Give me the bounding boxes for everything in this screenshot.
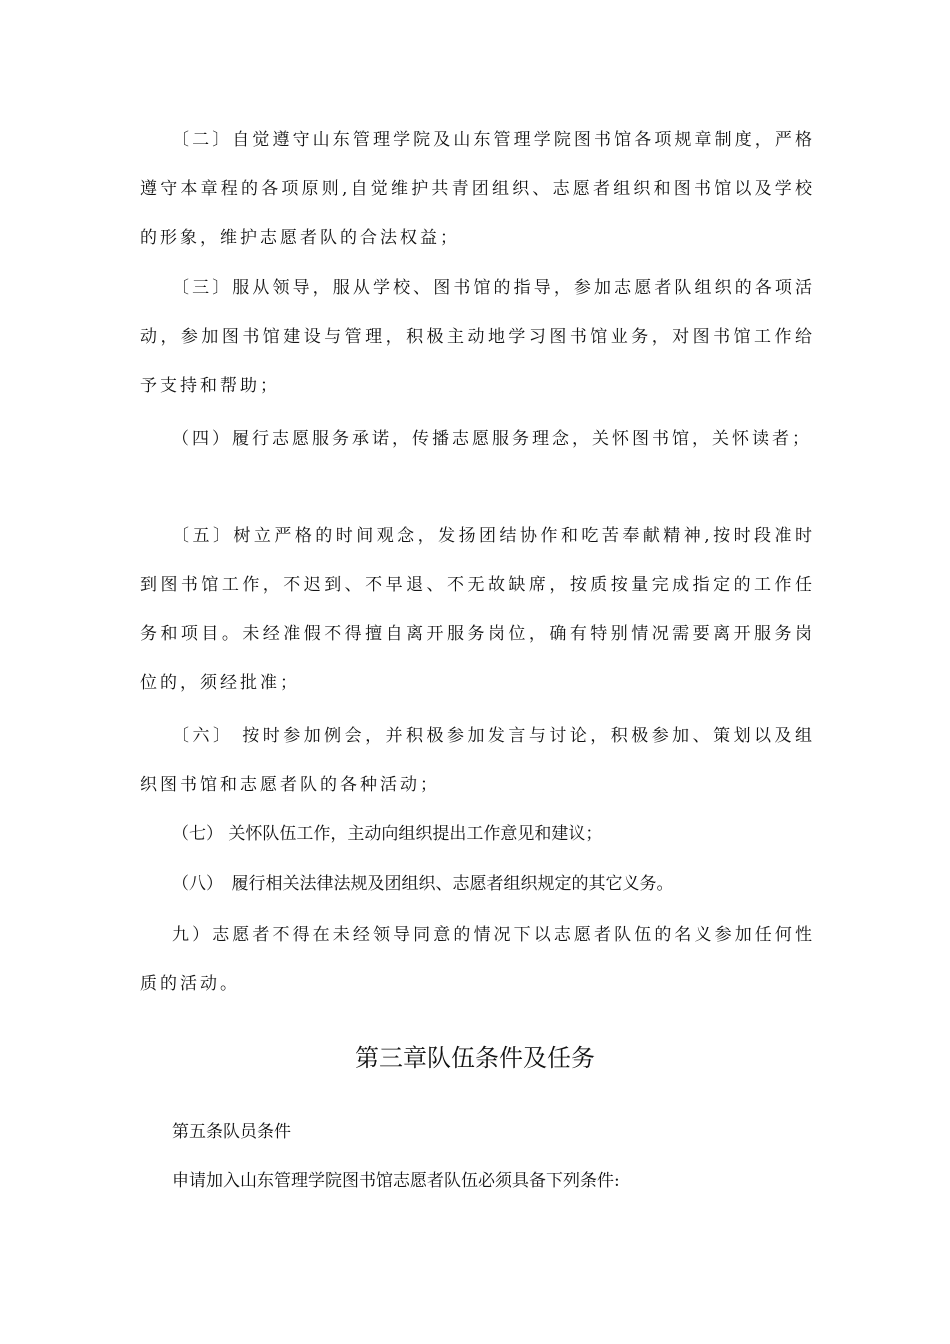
paragraph-7: （七） 关怀队伍工作，主动向组织提出工作意见和建议； xyxy=(172,824,603,844)
paragraph-4: （四）履行志愿服务承诺，传播志愿服务理念，关怀图书馆，关怀读者； xyxy=(172,429,812,449)
article-title: 第五条队员条件 xyxy=(172,1122,291,1142)
paragraph-9: 九）志愿者不得在未经领导同意的情况下以志愿者队伍的名义参加任何性质的活动。 xyxy=(140,925,815,994)
paragraph-6: 〔六〕 按时参加例会，并积极参加发言与讨论，积极参加、策划以及组织图书馆和志愿者队的各种活动； xyxy=(140,726,815,795)
article-intro: 申请加入山东管理学院图书馆志愿者队伍必须具备下列条件: xyxy=(172,1171,620,1191)
paragraph-8: （八） 履行相关法律法规及团组织、志愿者组织规定的其它义务。 xyxy=(172,874,674,894)
chapter-heading: 第三章队伍条件及任务 xyxy=(355,1044,595,1072)
paragraph-5: 〔五〕树立严格的时间观念，发扬团结协作和吃苦奉献精神,按时段准时到图书馆工作，不迟到、不早退、不无故缺席，按质按量完成指定的工作任务和项目。未经准假不得擅自离开服务岗位，确有特别情况需要离开服务岗位的，须经批准； xyxy=(140,526,815,693)
paragraph-3: 〔三〕服从领导，服从学校、图书馆的指导，参加志愿者队组织的各项活动，参加图书馆建设与管理，积极主动地学习图书馆业务，对图书馆工作给予支持和帮助； xyxy=(140,278,815,396)
paragraph-2: 〔二〕自觉遵守山东管理学院及山东管理学院图书馆各项规章制度，严格遵守本章程的各项原则,自觉维护共青团组织、志愿者组织和图书馆以及学校的形象，维护志愿者队的合法权益； xyxy=(140,130,815,248)
